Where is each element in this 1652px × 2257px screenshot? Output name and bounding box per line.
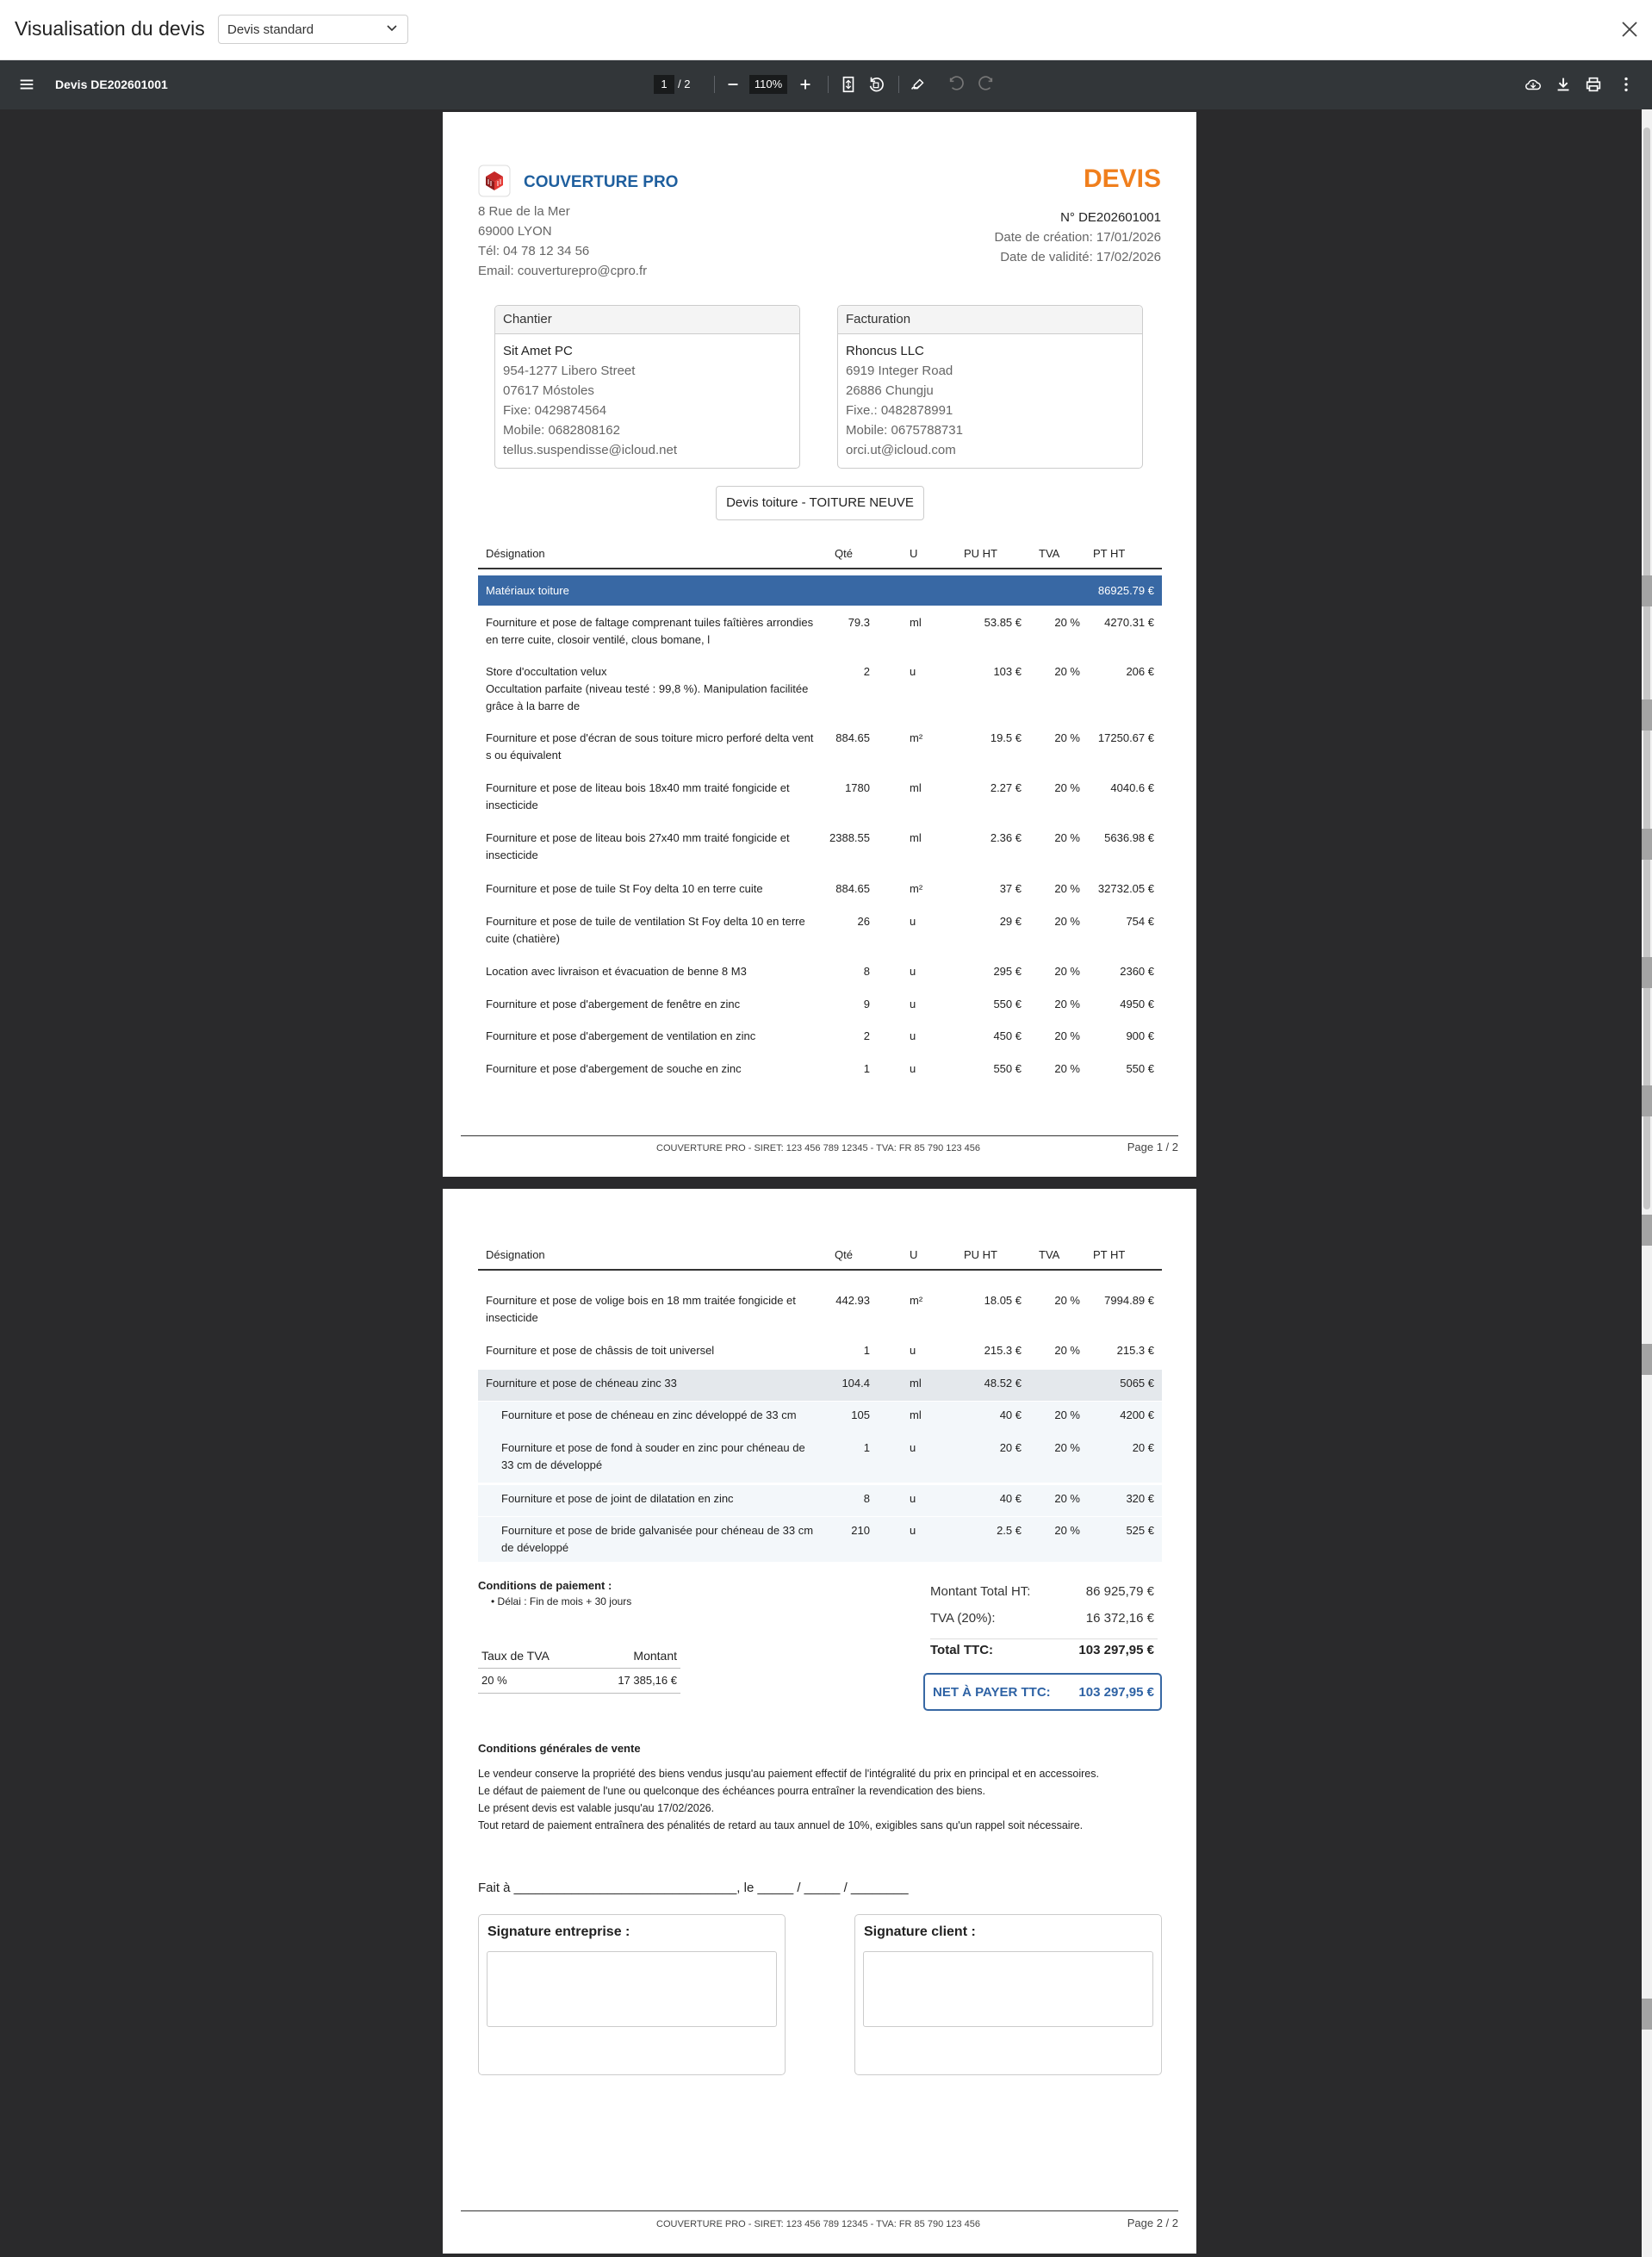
row-unit: u: [910, 1441, 916, 1454]
rotate-icon[interactable]: [866, 75, 887, 96]
menu-icon[interactable]: [17, 75, 38, 96]
row-qte: 884.65: [835, 731, 870, 744]
col-designation: Désignation: [486, 1248, 545, 1261]
save-to-drive-icon[interactable]: [1524, 75, 1544, 96]
row-unit: ml: [910, 1377, 922, 1390]
tva-table-rule: [478, 1693, 680, 1694]
row-unit: m²: [910, 731, 923, 744]
row-qte: 1: [863, 1441, 870, 1454]
row-pt: 4950 €: [1120, 998, 1154, 1010]
fait-a-line: Fait à _______________________________, le _____ / _____ / ________: [478, 1881, 909, 1895]
undo-icon[interactable]: [947, 75, 968, 96]
page-total: / 2: [678, 78, 691, 90]
row-pu: 550 €: [993, 1062, 1022, 1075]
footer-text: COUVERTURE PRO - SIRET: 123 456 789 12345 - TVA: FR 85 790 123 456: [656, 1143, 981, 1153]
company-name: COUVERTURE PRO: [524, 173, 679, 191]
page-label: Page 2 / 2: [1127, 2217, 1178, 2229]
row-pu: 2.5 €: [997, 1524, 1022, 1537]
scrollbar-marker: [1642, 699, 1652, 731]
row-unit: u: [910, 1524, 916, 1537]
row-designation: Fourniture et pose de faltage comprenant tuiles faîtières arrondies en terre cuite, closoir ventilé, clous bomane, l: [486, 616, 814, 646]
row-tva: 20 %: [1054, 1524, 1080, 1537]
signature-entreprise-box: Signature entreprise :: [478, 1914, 786, 2075]
row-tva: 20 %: [1054, 965, 1080, 978]
total-ttc-label: Total TTC:: [930, 1643, 994, 1657]
col-u: U: [910, 1248, 918, 1261]
footer-rule: [461, 2210, 1178, 2211]
row-pu: 550 €: [993, 998, 1022, 1010]
row-pu: 450 €: [993, 1029, 1022, 1042]
net-label: NET À PAYER TTC:: [933, 1685, 1051, 1700]
row-pt: 2360 €: [1120, 965, 1154, 978]
payment-conditions-title: Conditions de paiement :: [478, 1579, 612, 1592]
col-pu: PU HT: [964, 1248, 997, 1261]
row-designation: Fourniture et pose de bride galvanisée pour chéneau de 33 cm de développé: [501, 1524, 814, 1554]
row-pt: 4040.6 €: [1110, 781, 1154, 794]
row-unit: u: [910, 1492, 916, 1505]
row-unit: m²: [910, 882, 923, 895]
row-tva: 20 %: [1054, 1408, 1080, 1421]
row-unit: u: [910, 998, 916, 1010]
row-qte: 8: [863, 965, 870, 978]
totals-rule: [930, 1638, 1158, 1639]
pdf-toolbar: [0, 60, 1652, 109]
row-pu: 29 €: [999, 915, 1022, 928]
row-designation: Fourniture et pose d'abergement de fenêtre en zinc: [486, 998, 741, 1010]
pdf-page-2: [443, 1189, 1196, 2254]
row-unit: u: [910, 1344, 916, 1357]
toolbar-divider: [714, 76, 715, 93]
row-designation: Fourniture et pose de tuile St Foy delta 10 en terre cuite: [486, 882, 763, 895]
template-select[interactable]: [218, 15, 408, 44]
row-unit: u: [910, 1062, 916, 1075]
col-pu: PU HT: [964, 547, 997, 560]
total-ht-label: Montant Total HT:: [930, 1584, 1031, 1599]
row-unit: ml: [910, 1408, 922, 1421]
row-qte: 2: [863, 665, 870, 678]
doc-info: N° DE202601001 Date de création: 17/01/2026 Date de validité: 17/02/2026: [994, 210, 1161, 264]
row-pu: 40 €: [999, 1408, 1022, 1421]
row-pt: 5636.98 €: [1104, 831, 1154, 844]
fit-page-icon[interactable]: [839, 75, 860, 96]
net-a-payer-box: [923, 1673, 1162, 1711]
row-qte: 26: [857, 915, 870, 928]
chantier-box: Chantier Sit Amet PC 954-1277 Libero Street 07617 Móstoles Fixe: 0429874564 Mobile: 0682808162 tellus.suspendisse@icloud.net: [494, 305, 800, 469]
row-designation: Fourniture et pose de liteau bois 27x40 mm traité fongicide et insecticide: [486, 831, 790, 861]
col-qte: Qté: [835, 1248, 853, 1261]
row-pt: 4200 €: [1120, 1408, 1154, 1421]
row-pt: 550 €: [1126, 1062, 1154, 1075]
row-pt: 206 €: [1126, 665, 1154, 678]
chevron-down-icon: [385, 21, 399, 34]
toolbar-divider: [828, 76, 829, 93]
page-number-input[interactable]: 1: [654, 75, 674, 94]
row-designation: Fourniture et pose de châssis de toit universel: [486, 1344, 715, 1357]
row-pu: 53.85 €: [984, 616, 1022, 629]
row-tva: 20 %: [1054, 831, 1080, 844]
row-pu: 19.5 €: [990, 731, 1022, 744]
row-designation: Fourniture et pose de joint de dilatation en zinc: [501, 1492, 734, 1505]
row-qte: 210: [851, 1524, 870, 1537]
table-header-rule: [478, 568, 1162, 569]
facturation-box: Facturation Rhoncus LLC 6919 Integer Road 26886 Chungju Fixe.: 0482878991 Mobile: 0675788731 orci.ut@icloud.com: [837, 305, 1143, 469]
row-designation: Fourniture et pose de liteau bois 18x40 mm traité fongicide et insecticide: [486, 781, 790, 811]
signature-client-field[interactable]: [863, 1951, 1153, 2027]
pdf-page-1: [443, 112, 1196, 1177]
col-designation: Désignation: [486, 547, 545, 560]
row-tva: 20 %: [1054, 1441, 1080, 1454]
total-ttc-value: 103 297,95 €: [1078, 1643, 1154, 1657]
row-unit: ml: [910, 831, 922, 844]
row-pt: 754 €: [1126, 915, 1154, 928]
cgv-title: Conditions générales de vente: [478, 1742, 641, 1755]
download-icon[interactable]: [1554, 75, 1574, 96]
template-select-value: Devis standard: [227, 22, 314, 37]
scrollbar-marker: [1642, 1085, 1652, 1116]
row-pu: 18.05 €: [984, 1294, 1022, 1307]
row-pu: 215.3 €: [984, 1344, 1022, 1357]
signature-client-box: Signature client :: [854, 1914, 1162, 2075]
row-pu: 48.52 €: [984, 1377, 1022, 1390]
row-tva: 20 %: [1054, 1029, 1080, 1042]
row-tva: 20 %: [1054, 731, 1080, 744]
row-tva: 20 %: [1054, 998, 1080, 1010]
row-unit: u: [910, 1029, 916, 1042]
row-designation: Fourniture et pose de volige bois en 18 mm traitée fongicide et insecticide: [486, 1294, 796, 1324]
row-qte: 1780: [845, 781, 870, 794]
row-unit: u: [910, 665, 916, 678]
row-qte: 79.3: [848, 616, 870, 629]
row-qte: 442.93: [835, 1294, 870, 1307]
scrollbar-marker: [1642, 829, 1652, 860]
row-tva: 20 %: [1054, 1062, 1080, 1075]
row-tva: 20 %: [1054, 616, 1080, 629]
company-logo: [478, 165, 511, 197]
row-qte: 9: [863, 998, 870, 1010]
zoom-out-icon[interactable]: [724, 75, 744, 96]
row-designation: Fourniture et pose d'écran de sous toiture micro perforé delta vent s ou équivalent: [486, 731, 814, 762]
row-tva: 20 %: [1054, 882, 1080, 895]
toolbar-divider: [898, 76, 899, 93]
row-qte: 2388.55: [829, 831, 870, 844]
tva-table-amount: 17 385,16 €: [618, 1674, 677, 1687]
row-pt: 4270.31 €: [1104, 616, 1154, 629]
scrollbar-marker: [1642, 957, 1652, 988]
row-pt: 7994.89 €: [1104, 1294, 1154, 1307]
footer-text: COUVERTURE PRO - SIRET: 123 456 789 12345 - TVA: FR 85 790 123 456: [656, 2219, 981, 2229]
total-ht-value: 86 925,79 €: [1085, 1584, 1154, 1599]
row-designation: Fourniture et pose d'abergement de ventilation en zinc: [486, 1029, 756, 1042]
devis-label: Devis toiture - TOITURE NEUVE: [716, 486, 924, 520]
redo-icon[interactable]: [976, 75, 997, 96]
net-value: 103 297,95 €: [1078, 1685, 1154, 1700]
row-unit: u: [910, 915, 916, 928]
col-pt: PT HT: [1093, 1248, 1126, 1261]
scrollbar-marker: [1642, 1999, 1652, 2030]
row-designation: Fourniture et pose de tuile de ventilation St Foy delta 10 en terre cuite (chatière): [486, 915, 805, 945]
col-tva: TVA: [1039, 547, 1060, 560]
document-name: Devis DE202601001: [55, 78, 168, 91]
tva-label: TVA (20%):: [930, 1611, 996, 1626]
row-pu: 295 €: [993, 965, 1022, 978]
table-header-rule: [478, 1269, 1162, 1271]
row-pu: 37 €: [999, 882, 1022, 895]
row-pt: 32732.05 €: [1097, 882, 1154, 895]
col-qte: Qté: [835, 547, 853, 560]
scrollbar-marker: [1642, 1344, 1652, 1375]
print-icon[interactable]: [1584, 75, 1605, 96]
row-qte: 105: [851, 1408, 870, 1421]
row-designation: Store d'occultation velux Occultation parfaite (niveau testé : 99,8 %). Manipulation facilitée grâce à la barre de: [486, 665, 809, 712]
row-unit: ml: [910, 616, 922, 629]
tva-table-header-rate: Taux de TVA: [481, 1649, 550, 1663]
row-pu: 2.36 €: [990, 831, 1022, 844]
row-pu: 20 €: [999, 1441, 1022, 1454]
dialog-header: [0, 0, 1652, 60]
row-pt: 215.3 €: [1116, 1344, 1154, 1357]
row-tva: 20 %: [1054, 1492, 1080, 1505]
row-unit: m²: [910, 1294, 923, 1307]
row-designation: Fourniture et pose de fond à souder en zinc pour chéneau de 33 cm de développé: [501, 1441, 805, 1471]
row-tva: 20 %: [1054, 665, 1080, 678]
row-pt: 320 €: [1126, 1492, 1154, 1505]
row-designation: Fourniture et pose de chéneau zinc 33: [486, 1377, 677, 1390]
row-qte: 8: [863, 1492, 870, 1505]
col-pt: PT HT: [1093, 547, 1126, 560]
row-designation: Fourniture et pose d'abergement de souche en zinc: [486, 1062, 742, 1075]
row-pu: 40 €: [999, 1492, 1022, 1505]
row-designation: Fourniture et pose de chéneau en zinc développé de 33 cm: [501, 1408, 797, 1421]
annotate-icon[interactable]: [909, 75, 929, 96]
col-u: U: [910, 547, 918, 560]
zoom-in-icon[interactable]: [796, 75, 817, 96]
row-tva: 20 %: [1054, 915, 1080, 928]
row-tva: 20 %: [1054, 1294, 1080, 1307]
row-qte: 1: [863, 1062, 870, 1075]
tva-table-rate: 20 %: [481, 1674, 507, 1687]
col-tva: TVA: [1039, 1248, 1060, 1261]
footer-rule: [461, 1135, 1178, 1136]
signature-entreprise-field[interactable]: [487, 1951, 777, 2027]
more-options-icon[interactable]: [1617, 75, 1637, 96]
company-address: 8 Rue de la Mer 69000 LYON Tél: 04 78 12 34 56 Email: couverturepro@cpro.fr: [478, 204, 648, 278]
row-pu: 103 €: [993, 665, 1022, 678]
row-qte: 104.4: [842, 1377, 870, 1390]
row-tva: 20 %: [1054, 1344, 1080, 1357]
row-qte: 884.65: [835, 882, 870, 895]
scrollbar-marker: [1642, 575, 1652, 606]
row-qte: 1: [863, 1344, 870, 1357]
row-unit: u: [910, 965, 916, 978]
section-row: Matériaux toiture 86925.79 €: [478, 575, 1162, 606]
row-qte: 2: [863, 1029, 870, 1042]
close-icon[interactable]: [1619, 19, 1640, 40]
zoom-input[interactable]: 110%: [749, 75, 787, 94]
dialog-title: Visualisation du devis: [15, 17, 205, 40]
doc-title: DEVIS: [1083, 165, 1161, 193]
scrollbar-marker: [1642, 1215, 1652, 1246]
tva-table-header-amount: Montant: [633, 1649, 677, 1663]
cgv-text: Le vendeur conserve la propriété des biens vendus jusqu'au paiement effectif de l'intégralité du prix en principal et en accessoires. Le défaut de paiement de l'une ou quelconque des échéances pourra entraîner la revendication des biens. Le présent devis est valable jusqu'au 17/02/2026. Tout retard de paiement entraînera des pénalités de retard au taux annuel de 10%, exigibles sans qu'un rappel soit nécessaire.: [478, 1768, 1099, 1831]
row-pt: 20 €: [1132, 1441, 1154, 1454]
row-designation: Location avec livraison et évacuation de benne 8 M3: [486, 965, 747, 978]
row-pt: 17250.67 €: [1097, 731, 1154, 744]
scrollbar-thumb[interactable]: [1643, 127, 1650, 1209]
row-tva: 20 %: [1054, 781, 1080, 794]
row-unit: ml: [910, 781, 922, 794]
payment-conditions-item: • Délai : Fin de mois + 30 jours: [491, 1595, 632, 1607]
tva-value: 16 372,16 €: [1085, 1611, 1154, 1626]
row-pt: 525 €: [1126, 1524, 1154, 1537]
tva-table-rule: [478, 1668, 680, 1669]
page-label: Page 1 / 2: [1127, 1141, 1178, 1153]
row-pt: 5065 €: [1120, 1377, 1154, 1390]
row-pu: 2.27 €: [990, 781, 1022, 794]
row-pt: 900 €: [1126, 1029, 1154, 1042]
